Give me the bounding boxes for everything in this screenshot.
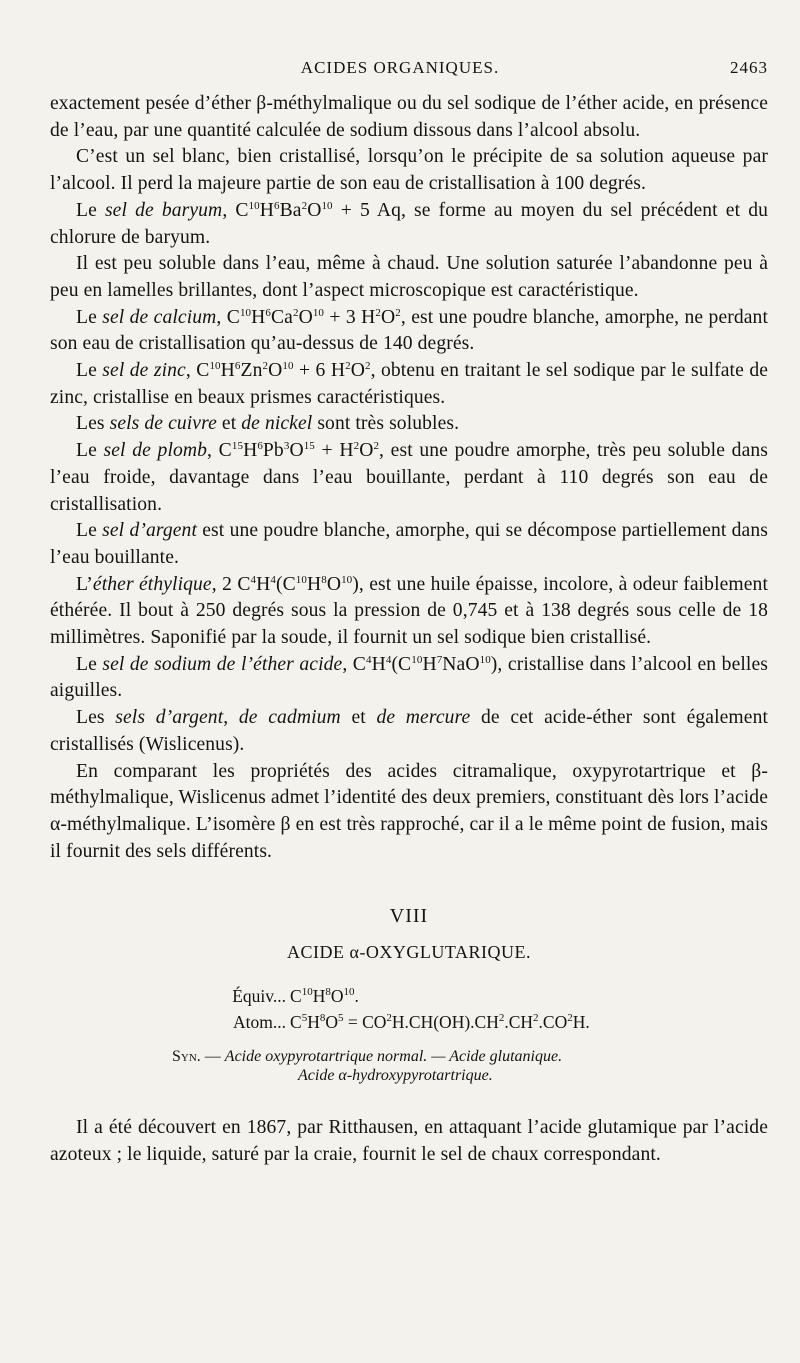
salt-name: sel de calcium	[102, 306, 217, 328]
section-number: VIII	[389, 905, 429, 928]
salt-name: sel de zinc	[102, 360, 186, 382]
paragraph-silver-salt: Le sel d’argent est une poudre blanche, amorphe, qui se décompose partiellement dans l’eau bouillante.	[50, 520, 768, 568]
paragraph-calcium-salt: Le sel de calcium, $C^{10}H^6Ca^2O^{10} + 3$ $H^2O^2$, est une poudre blanche, amorphe, ne perdant son eau de cristallisation qu’au-dessus de 140 degrés.	[50, 306, 768, 355]
paragraph-comparison: En comparant les propriétés des acides citramalique, oxypyrotartrique et β-méthylmalique, Wislicenus admet l’identité des deux premiers, constituant dès lors l’acide α-méthylmalique. L’isomère β en est très rapproché, car il a le même point de fusion, mais il fournit des sels différents.	[50, 760, 768, 862]
salt-name: sel de baryum	[104, 199, 223, 221]
paragraph-2: C’est un sel blanc, bien cristallisé, lorsqu’on le précipite de sa solution aqueuse par l’alcool. Il perd la majeure partie de son eau de cristallisation à 100 degrés.	[50, 146, 768, 195]
synonym-line-2: Acide α-hydroxypyrotartrique.	[298, 1067, 493, 1085]
paragraph-zinc-salt: Le sel de zinc, $C^{10}H^6Zn^2O^{10} + 6$ $H^2O^2$, obtenu en traitant le sel sodique par le sulfate de zinc, cristallise en beaux prismes caractéristiques.	[50, 360, 769, 408]
page-number: 2463	[730, 58, 768, 77]
paragraph-lead-salt: Le sel de plomb, $C^{15}H^6Pb^3O^{15} + H^2O^2$, est une poudre amorphe, très peu soluble dans l’eau froide, davantage dans l’eau bouillante, perdant à 110 degrés son eau de cristallisation.	[50, 440, 768, 515]
synonym-line-1: Acide oxypyrotartrique normal. — Acide glutanique.	[224, 1048, 563, 1066]
salt-name: sel de plomb	[103, 440, 208, 462]
formula-block	[198, 983, 768, 1035]
syn-label: Syn.	[172, 1048, 201, 1066]
synonyms: Syn. — Acide oxypyrotartrique normal. — Acide glutanique. Acide α-hydroxypyrotartrique.	[172, 1048, 563, 1085]
equiv-formula: Équiv... $C^{10}H^8O^{10}$.	[232, 986, 359, 1007]
paragraph-sodium-salt: Le sel de sodium de l’éther acide, $C^4H^4(C^{10}H^7NaO^{10})$, cristallise dans l’alcool en belles aiguilles.	[50, 653, 768, 702]
paragraph-ethyl-ether: L’éther éthylique, 2 $C^4H^4(C^{10}H^8O^{10})$, est une huile épaisse, incolore, à odeur faiblement éthérée. Il bout à 250 degrés sous la pression de 0,745 et à 138 degrés sous celle de 18 millimètres. Saponifié par la soude, il fournit un sel sodique bien cristallisé.	[50, 573, 768, 649]
paragraph-barium-salt: Le sel de baryum, $C^{10}H^6Ba^2O^{10} + 5$ Aq, se forme au moyen du sel précédent et du chlorure de baryum.	[50, 199, 768, 248]
paragraph-copper-nickel: Les sels de cuivre et de nickel sont très solubles.	[76, 413, 460, 435]
paragraph-1: exactement pesée d’éther β-méthylmalique ou du sel sodique de l’éther acide, en présence de l’eau, par une quantité calculée de sodium dissous dans l’alcool absolu.	[50, 93, 768, 141]
running-header	[0, 58, 800, 84]
running-title: ACIDES ORGANIQUES.	[300, 58, 500, 77]
paragraph-4: Il est peu soluble dans l’eau, même à chaud. Une solution saturée l’abandonne peu à peu en lamelles brillantes, dont l’aspect microscopique est caractéristique.	[50, 253, 768, 301]
paragraph-discovery: Il a été découvert en 1867, par Ritthausen, en attaquant l’acide glutamique par l’acide azoteux ; le liquide, saturé par la craie, fournit le sel de chaux correspondant.	[50, 1117, 768, 1166]
paragraph-other-salts: Les sels d’argent, de cadmium et de mercure de cet acide-éther sont également cristallisés (Wislicenus).	[50, 707, 769, 755]
body-text	[50, 91, 768, 1169]
section-title: ACIDE α-OXYGLUTARIQUE.	[287, 942, 531, 963]
atom-formula: Atom... $C^5H^8O^5 = CO^2H.CH(OH).CH^2.CH^2.CO^2H$.	[233, 1012, 590, 1033]
